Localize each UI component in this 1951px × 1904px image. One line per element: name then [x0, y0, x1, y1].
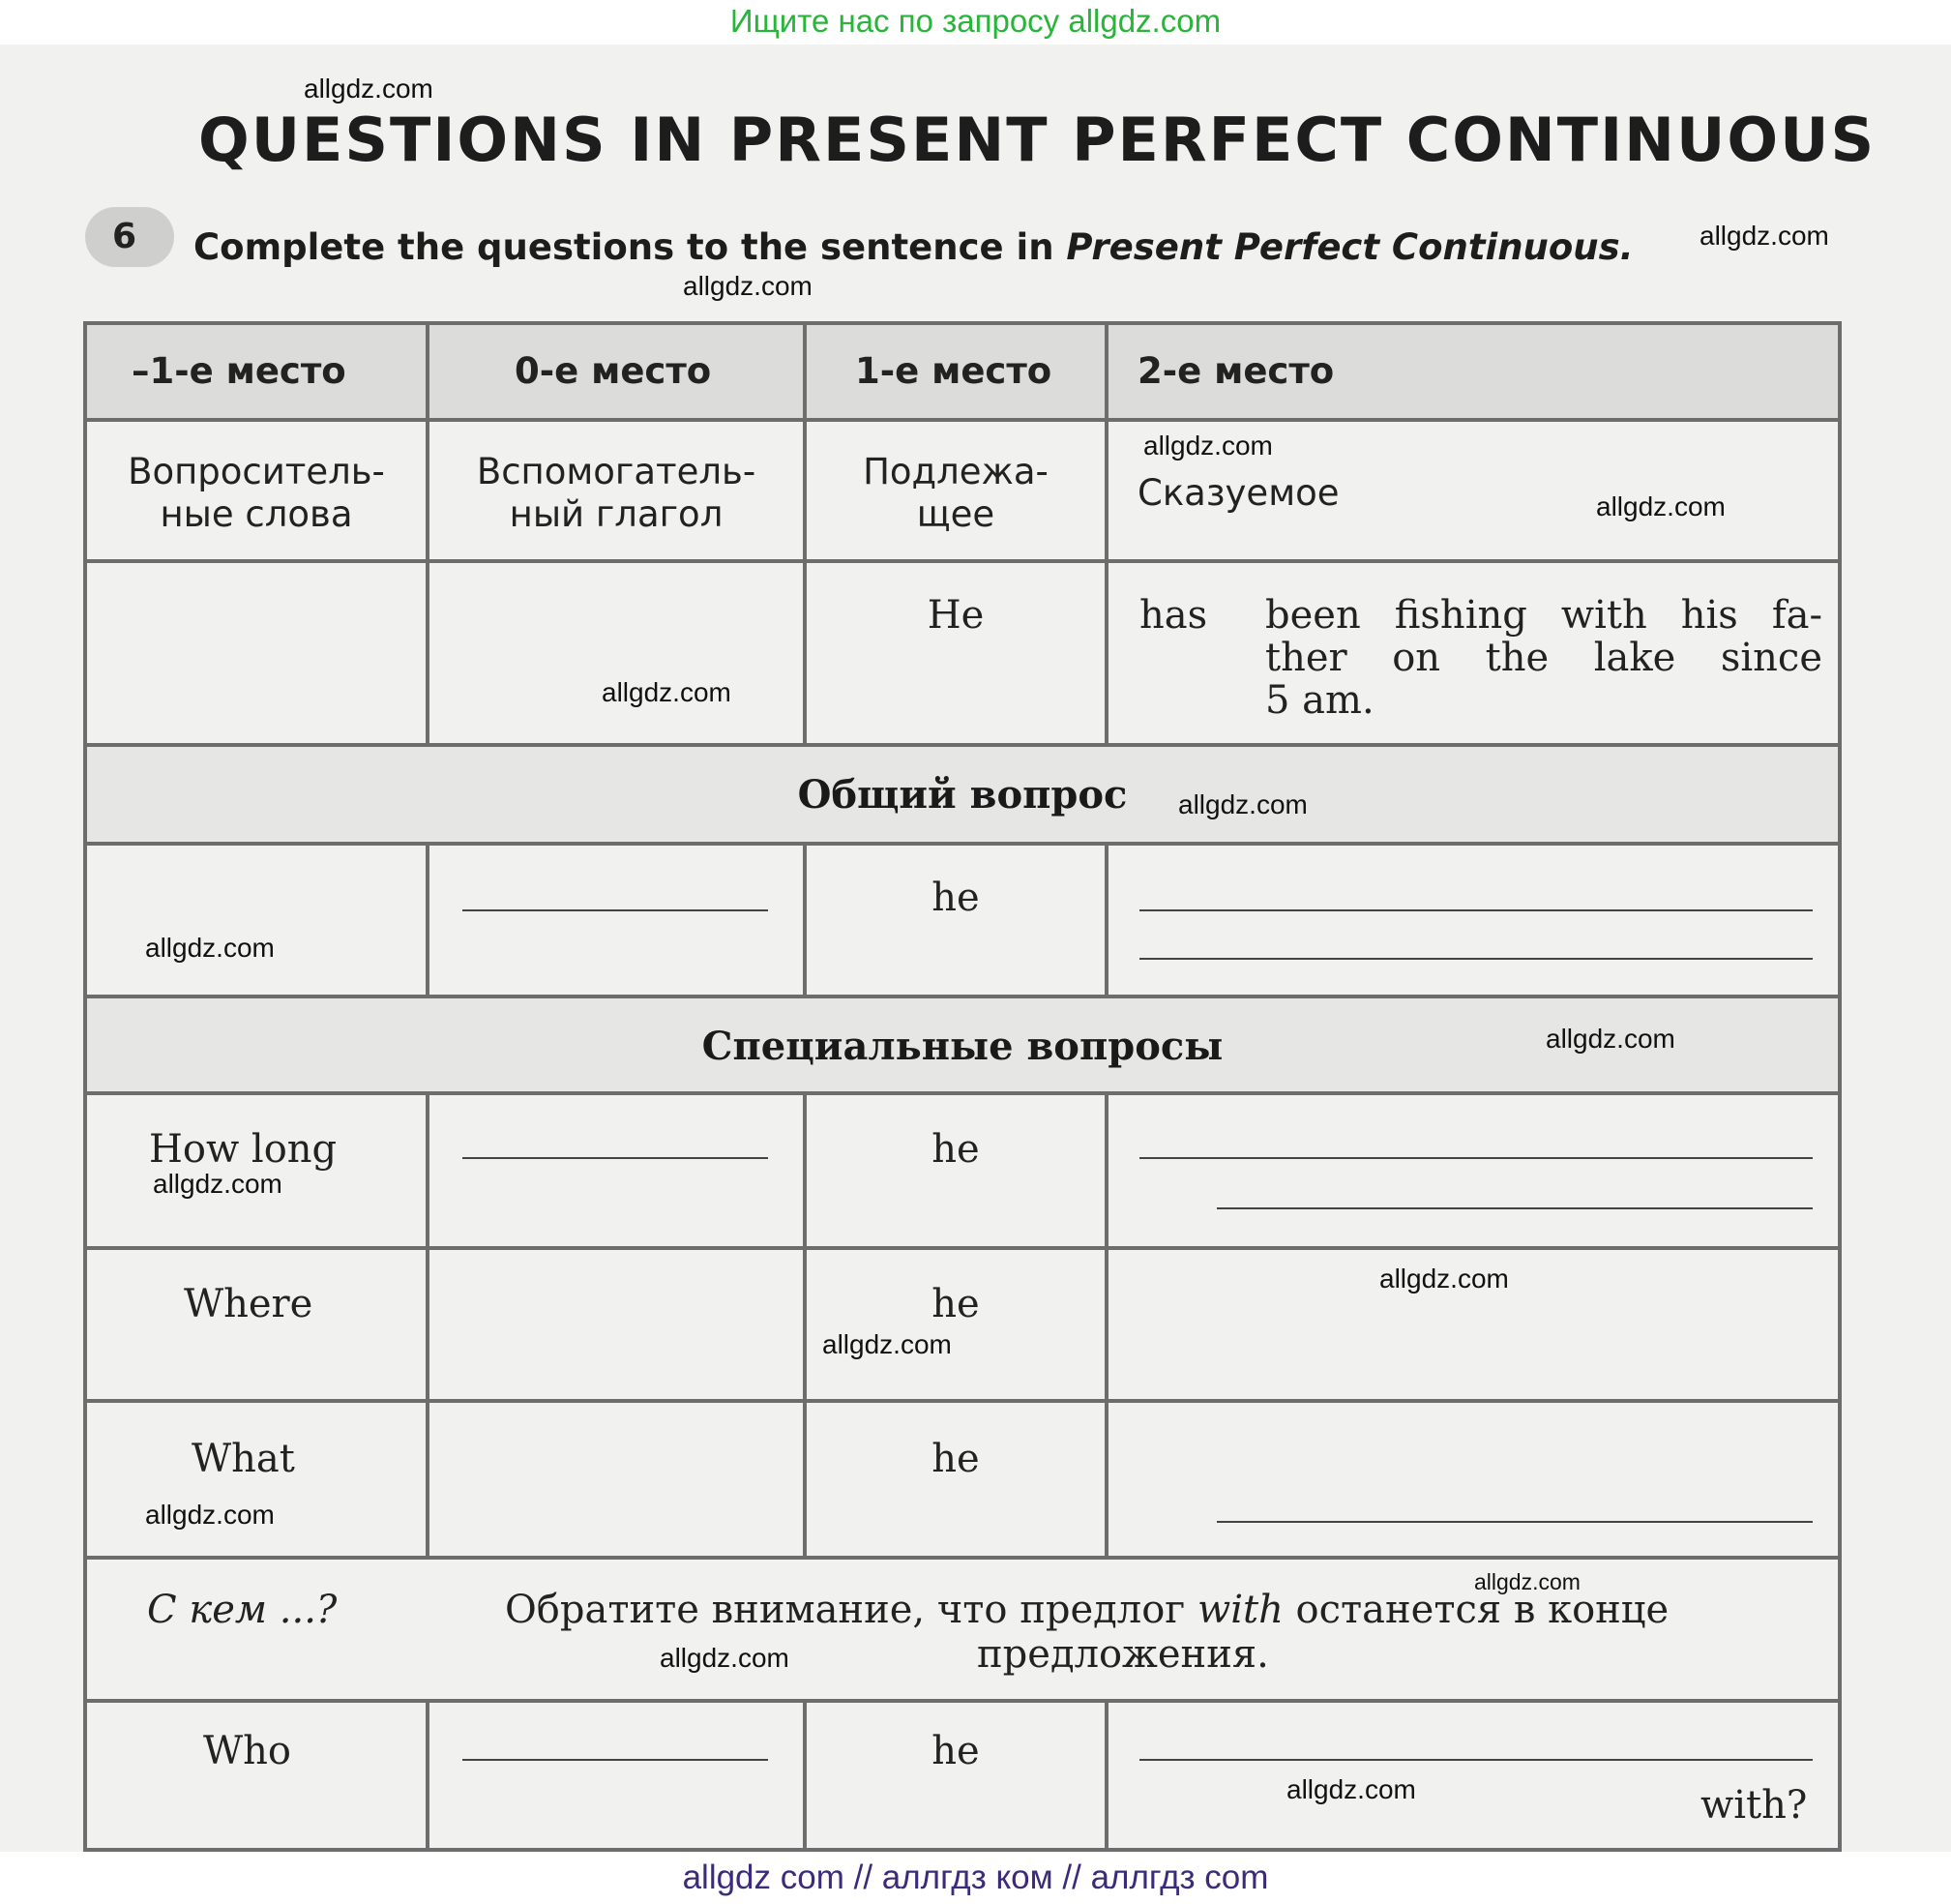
watermark: allgdz.com [1700, 221, 1829, 251]
subject-where: he [931, 1282, 980, 1326]
table-line [83, 321, 87, 1852]
watermark: allgdz.com [683, 271, 813, 301]
wh-who: Who [203, 1729, 291, 1773]
exercise-instruction [193, 226, 1634, 268]
statement-predicate-line-3: 5 am. [1265, 678, 1375, 723]
watermark: allgdz.com [145, 933, 275, 963]
blank-aux-general[interactable] [462, 909, 768, 911]
table-line [1105, 842, 1109, 998]
bottom-banner: allgdz com // аллгдз ком // аллгдз com [0, 1852, 1951, 1904]
note-text-line-2: предложения. [977, 1632, 1269, 1677]
blank-predicate-who[interactable] [1139, 1759, 1813, 1761]
blank-aux-how-long[interactable] [462, 1157, 768, 1159]
table-line [83, 842, 1842, 846]
blank-predicate-how-long-1[interactable] [1139, 1157, 1813, 1159]
watermark: allgdz.com [822, 1329, 952, 1359]
table-line [83, 1246, 1842, 1250]
subject-who: he [931, 1729, 980, 1773]
header-1: 1-е место [855, 350, 1052, 392]
watermark: allgdz.com [1474, 1569, 1581, 1594]
wh-how-long: How long [149, 1127, 338, 1172]
blank-aux-who[interactable] [462, 1759, 768, 1761]
table-line [83, 1091, 1842, 1095]
header-minus1: –1-е место [132, 350, 346, 392]
blank-predicate-general-2[interactable] [1139, 958, 1813, 960]
watermark: allgdz.com [1379, 1264, 1509, 1294]
header-2: 2-е место [1138, 350, 1335, 392]
role-subject: Подлежа- щее [863, 451, 1049, 535]
table-line [83, 743, 1842, 747]
table-line [83, 1699, 1842, 1703]
instruction-text: Complete the questions to the sentence in [193, 226, 1067, 268]
watermark: allgdz.com [1546, 1024, 1675, 1054]
watermark: allgdz.com [602, 677, 731, 707]
watermark: allgdz.com [145, 1500, 275, 1530]
exercise-number-badge: 6 [85, 207, 174, 267]
subject-how-long: he [931, 1127, 980, 1172]
watermark: allgdz.com [1143, 431, 1273, 461]
table-line [1105, 321, 1109, 747]
blank-predicate-how-long-2[interactable] [1217, 1207, 1813, 1209]
page-title: QUESTIONS IN PRESENT PERFECT CONTINUOUS [198, 104, 1877, 175]
table-line [803, 842, 807, 998]
statement-subject: He [927, 593, 985, 638]
wh-what: What [192, 1437, 295, 1481]
general-question-label: Общий вопрос [797, 772, 1128, 818]
wh-where: Where [184, 1282, 313, 1326]
table-line [83, 559, 1842, 563]
role-auxiliary-verb: Вспомогатель- ный глагол [476, 451, 756, 535]
table-line [83, 1399, 1842, 1403]
watermark: allgdz.com [1178, 789, 1308, 819]
question-table [83, 321, 1842, 1856]
note-text-prefix: Обратите внимание, что предлог [505, 1588, 1197, 1632]
table-line [83, 418, 1842, 422]
blank-predicate-general-1[interactable] [1139, 909, 1813, 911]
header-0: 0-е место [515, 350, 712, 392]
statement-predicate-line-2: ther on the lake since [1265, 636, 1822, 680]
who-ending-with: with? [1700, 1783, 1808, 1828]
watermark: allgdz.com [153, 1169, 282, 1199]
blank-predicate-what[interactable] [1217, 1521, 1813, 1523]
note-with-whom: С кем ...? [147, 1588, 338, 1632]
table-line [1105, 1699, 1109, 1852]
subject-what: he [931, 1437, 980, 1481]
table-line [803, 1699, 807, 1852]
note-text-suffix: останется в конце [1283, 1588, 1670, 1632]
watermark: allgdz.com [1596, 491, 1726, 521]
table-line [426, 1091, 429, 1560]
role-predicate: Сказуемое [1138, 472, 1340, 514]
statement-predicate-line-1: been fishing with his fa- [1265, 593, 1822, 638]
table-line [1105, 1091, 1109, 1560]
table-line [83, 321, 1842, 325]
general-subject: he [931, 876, 980, 920]
table-line [426, 1699, 429, 1852]
watermark: allgdz.com [304, 74, 433, 104]
table-line [426, 842, 429, 998]
table-line [83, 1556, 1842, 1560]
instruction-tense: Present Perfect Continuous. [1066, 226, 1634, 268]
table-line [1838, 321, 1842, 1852]
top-banner: Ищите нас по запросу allgdz.com [0, 0, 1951, 45]
note-text-with: with [1197, 1588, 1284, 1632]
watermark: allgdz.com [660, 1643, 789, 1673]
role-question-words: Вопроситель- ные слова [128, 451, 385, 535]
watermark: allgdz.com [1286, 1774, 1416, 1804]
statement-aux: has [1139, 593, 1208, 638]
special-questions-label: Специальные вопросы [701, 1024, 1224, 1069]
table-line [83, 995, 1842, 998]
